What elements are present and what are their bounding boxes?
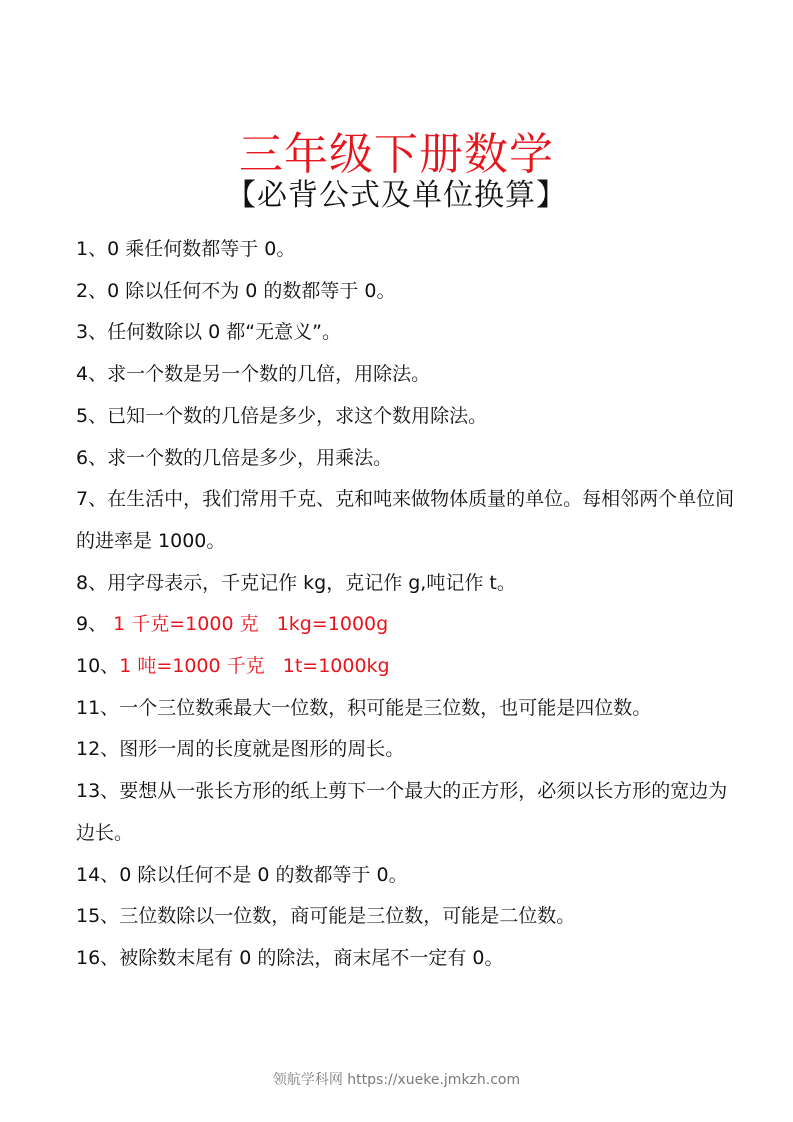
rule-item — [76, 396, 736, 438]
rule-number: 9、 — [76, 613, 108, 636]
rule-number: 5、 — [76, 404, 108, 427]
rule-text: 要想从一张长方形的纸上剪下一个最大的正方形，必须以长方形的宽边为边长。 — [76, 780, 728, 844]
rule-item — [76, 229, 736, 271]
rule-text: 任何数除以 0 都“无意义”。 — [107, 321, 341, 344]
rule-text: 已知一个数的几倍是多少，求这个数用除法。 — [107, 404, 488, 427]
rule-item — [76, 729, 736, 771]
rule-text: 三位数除以一位数，商可能是三位数，可能是二位数。 — [119, 905, 576, 928]
footer-source: 领航学科网 https://xueke.jmkzh.com — [272, 1072, 521, 1088]
rule-text: 1 吨=1000 千克 1t=1000kg — [119, 655, 390, 678]
rules-list — [76, 229, 736, 980]
rule-number: 14、 — [76, 863, 120, 886]
rule-text: 0 除以任何不是 0 的数都等于 0。 — [119, 863, 408, 886]
rule-number: 4、 — [76, 363, 108, 386]
rule-number: 3、 — [76, 321, 108, 344]
rule-text: 用字母表示，千克记作 kg，克记作 g,吨记作 t。 — [107, 571, 516, 594]
rule-text: 被除数末尾有 0 的除法，商末尾不一定有 0。 — [119, 946, 504, 969]
rule-item — [76, 271, 736, 313]
rule-number: 6、 — [76, 446, 108, 469]
rule-item — [76, 563, 736, 605]
rule-number: 11、 — [76, 696, 120, 719]
rule-item — [76, 646, 736, 688]
document-subtitle: 【必背公式及单位换算】 — [226, 178, 567, 213]
rule-item — [76, 938, 736, 980]
rule-item — [76, 438, 736, 480]
rule-text: 0 除以任何不为 0 的数都等于 0。 — [107, 279, 396, 302]
rule-number: 8、 — [76, 571, 108, 594]
rule-number: 1、 — [76, 238, 108, 260]
rule-number: 15、 — [76, 905, 120, 928]
rule-number: 12、 — [76, 738, 120, 761]
rule-text: 图形一周的长度就是图形的周长。 — [119, 738, 405, 761]
rule-text: 一个三位数乘最大一位数，积可能是三位数，也可能是四位数。 — [119, 696, 652, 719]
rule-text: 0 乘任何数都等于 0。 — [107, 238, 296, 260]
rule-number: 10、 — [76, 655, 120, 678]
rule-text: 在生活中，我们常用千克、克和吨来做物体质量的单位。每相邻两个单位间的进率是 1000。 — [76, 488, 735, 552]
rule-item — [76, 855, 736, 897]
rule-number: 13、 — [76, 780, 120, 803]
rule-item — [76, 604, 736, 646]
rule-item — [76, 354, 736, 396]
rule-text: 求一个数的几倍是多少，用乘法。 — [107, 446, 393, 469]
rule-item — [76, 479, 736, 562]
rule-number: 7、 — [76, 488, 108, 511]
document-title: 三年级下册数学 — [239, 129, 554, 181]
rule-item — [76, 688, 736, 730]
rule-text: 1 千克=1000 克 1kg=1000g — [107, 613, 389, 636]
rule-text: 求一个数是另一个数的几倍，用除法。 — [107, 363, 431, 386]
rule-item — [76, 771, 736, 854]
rule-number: 16、 — [76, 946, 120, 969]
rule-item — [76, 896, 736, 938]
rule-number: 2、 — [76, 279, 108, 302]
rule-item — [76, 312, 736, 354]
